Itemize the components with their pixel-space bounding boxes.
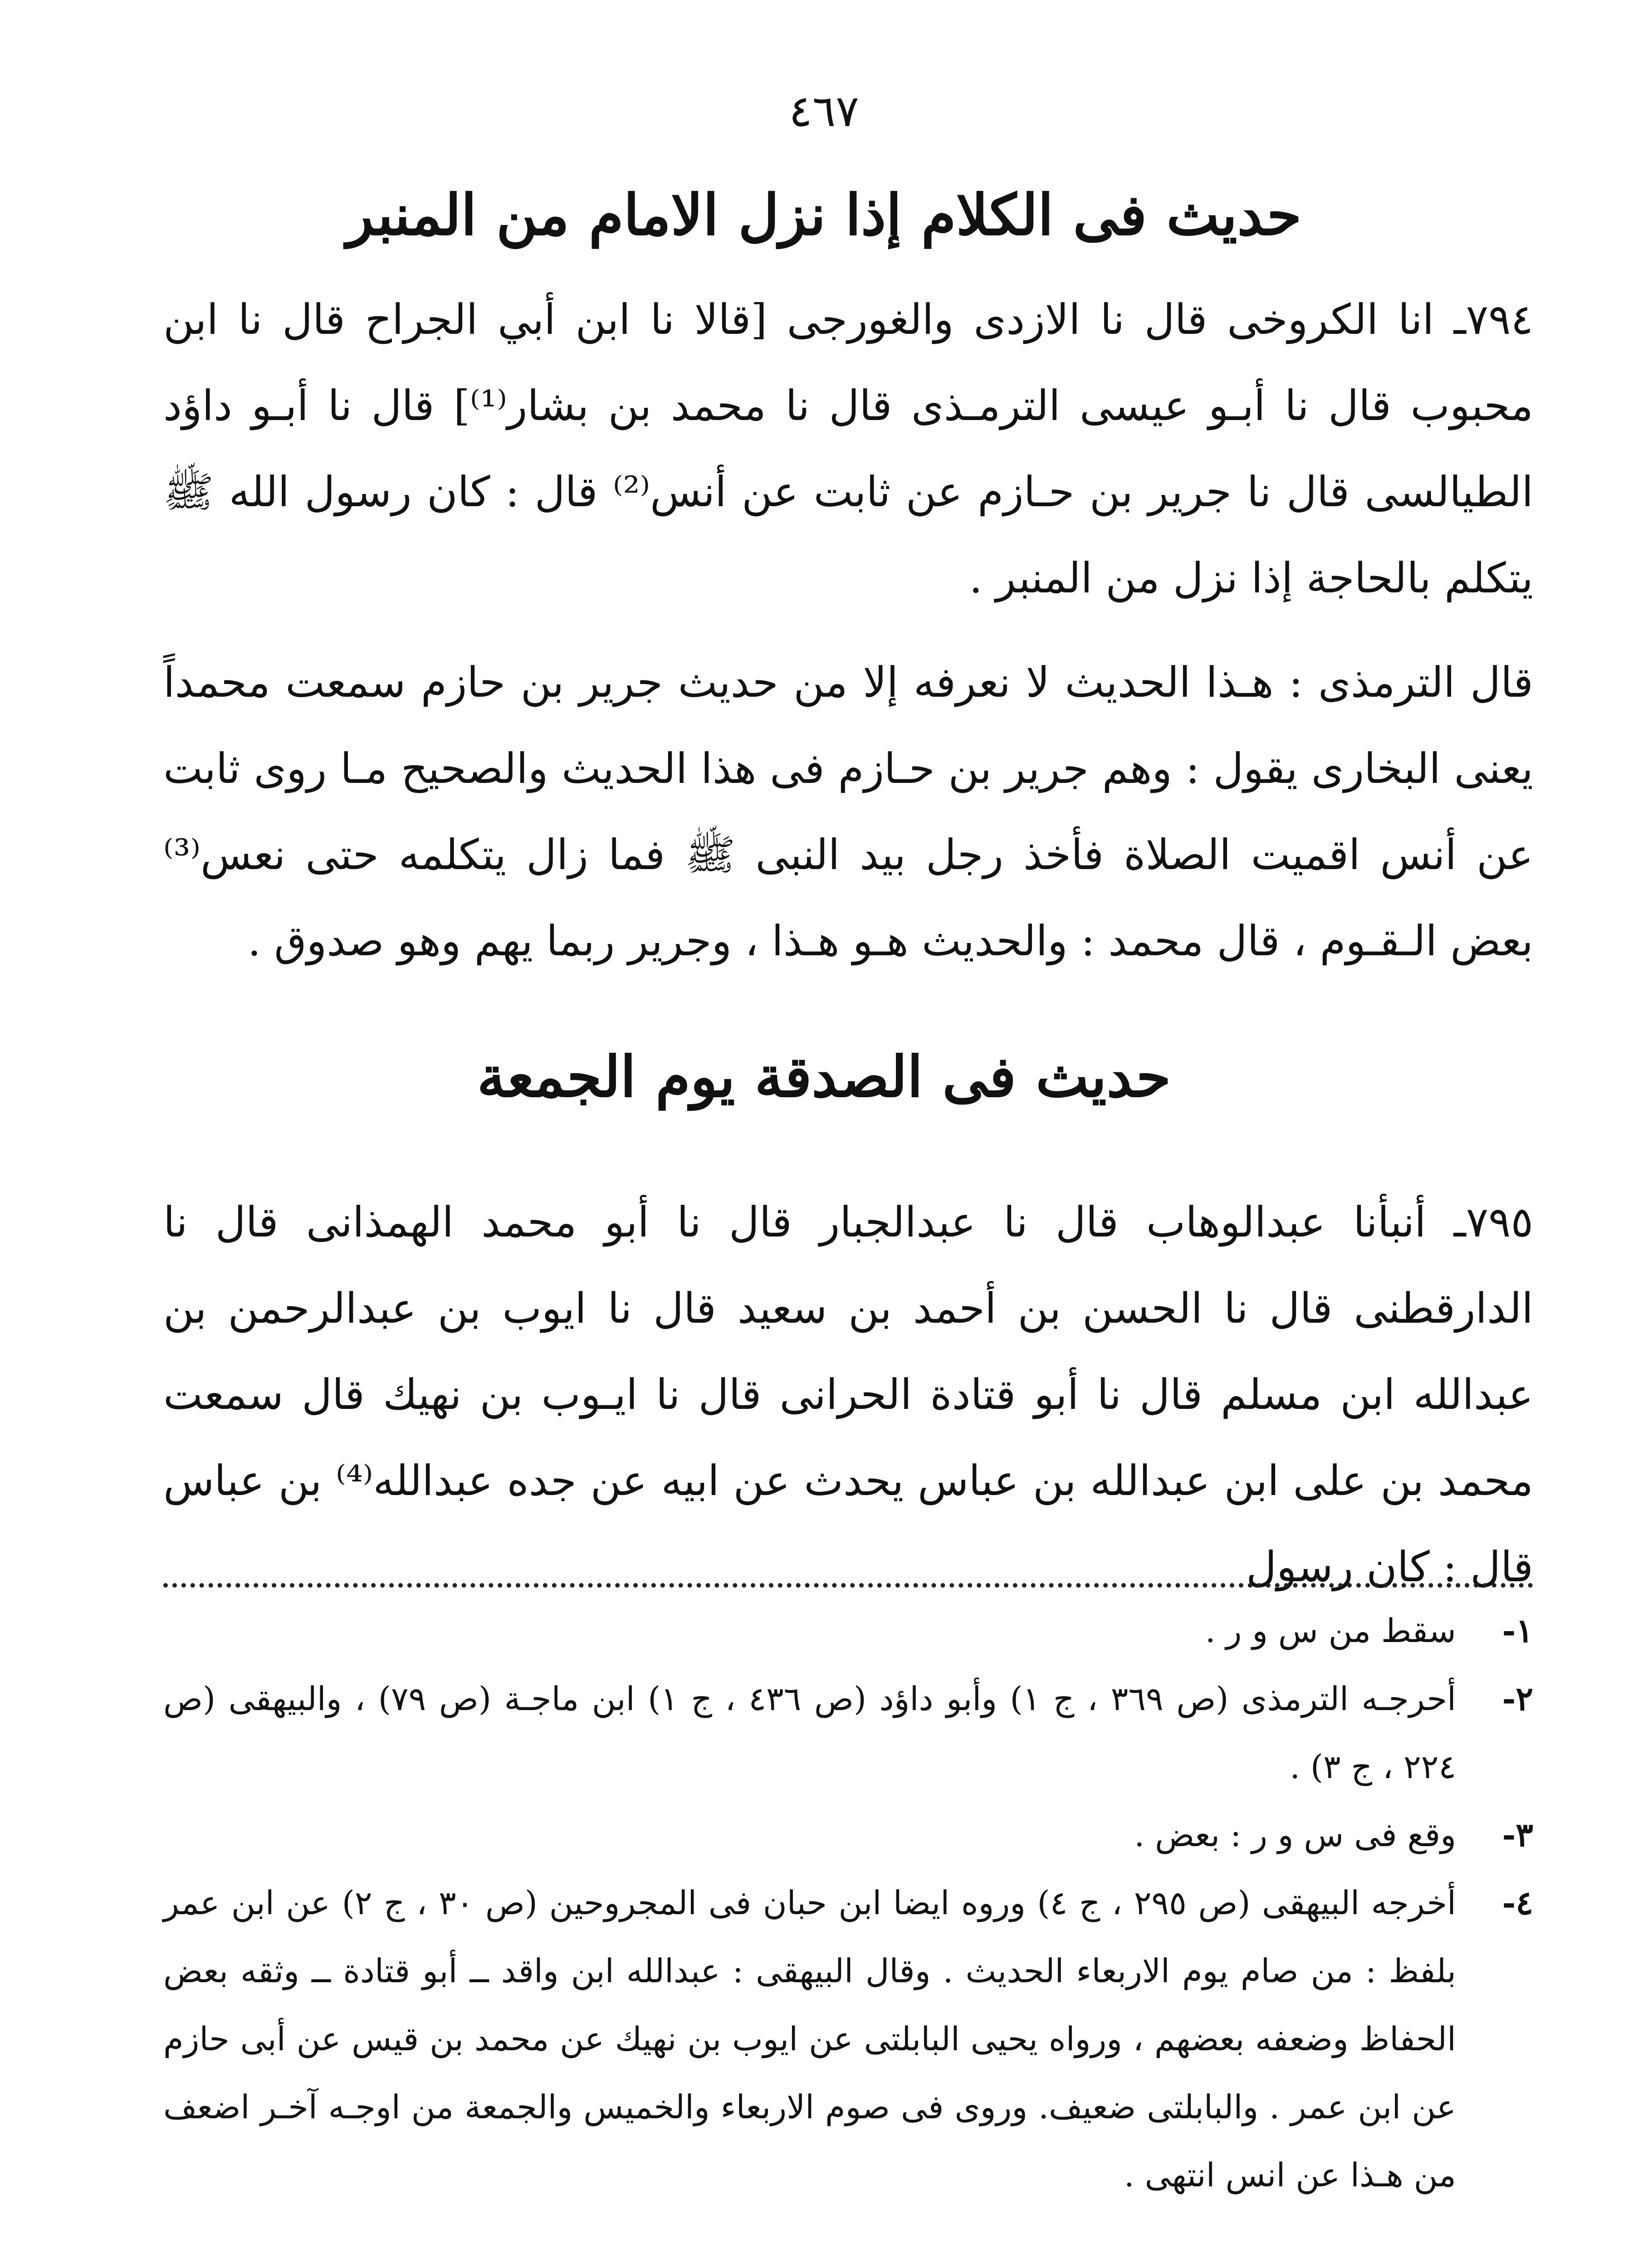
tirmidhi-commentary: قال الترمذى : هـذا الحديث لا نعرفه إلا من حديث جرير بن حازم سمعت محمداً يعنى البخارى يقول : وهم جرير بن حـازم فى هذا الحديث والصحيح مـا روى ثابت عن أنس اقميت الصلاة فأخذ رجل بيد النبى ﷺ فما زال يتكلمه حتى نعس⁽³⁾ بعض الـقـوم ، قال محمد : والحديث هـو هـذا ، وجرير ربما يهم وهو صدوق . bbox=[163, 658, 1534, 965]
page-number: ٤٦٧ bbox=[789, 86, 859, 137]
section-title-speech-after-minbar: حديث فى الكلام إذا نزل الامام من المنبر bbox=[346, 182, 1302, 248]
footnote-1 bbox=[163, 1597, 1533, 1665]
footnote-text: سقط من س و ر . bbox=[1205, 1612, 1456, 1650]
footnote-text: أخرجه البيهقى (ص ٢٩٥ ، ج ٤) وروه ايضا ابن حبان فى المجروحين (ص ٣٠ ، ج ٢) عن ابن عمر بلفظ : من صام يوم الاربعاء الحديث . وقال البيهقى : عبدالله ابن واقد ــ أبو قتادة ــ وثقه بعض الحفاظ وضعفه بعضهم ، ورواه يحيى البابلتى عن ايوب بن نهيك عن محمد بن قيس عن أبى حازم عن ابن عمر . والبابلتى ضعيف. وروى فى صوم الاربعاء والخميس والجمعة من اوجـه آخـر اضعف من هـذا عن انس انتهى . bbox=[163, 1884, 1457, 2194]
footnote-number: ٢- bbox=[1502, 1679, 1533, 1718]
footnote-2 bbox=[163, 1665, 1533, 1801]
footnote-number: ٤- bbox=[1502, 1883, 1533, 1922]
footnote-4 bbox=[163, 1869, 1533, 2209]
hadith-795-text: ٧٩٥ـ أنبأنا عبدالوهاب قال نا عبدالجبار قال نا أبو محمد الهمذانى قال نا الدارقطنى قال نا الحسن بن أحمد بن سعيد قال نا ايوب بن عبدالرحمن بن عبدالله ابن مسلم قال نا أبو قتادة الحرانى قال نا ايـوب بن نهيك قال سمعت محمد بن على ابن عبدالله بن عباس يحدث عن ابيه عن جده عبدالله⁽⁴⁾ بن عباس قال : كان رسول bbox=[163, 1198, 1533, 1591]
footnote-divider bbox=[163, 1556, 1533, 1588]
footnote-text: وقع فى س و ر : بعض . bbox=[1134, 1816, 1456, 1854]
hadith-794-text: ٧٩٤ـ انا الكروخى قال نا الازدى والغورجى [قالا نا ابن أبي الجراح قال نا ابن محبوب قال نا أبـو عيسى الترمـذى قال نا محمد بن بشار⁽¹⁾] قال نا أبـو داؤد الطيالسى قال نا جرير بن حـازم عن ثابت عن أنس⁽²⁾ قال : كان رسول الله ﷺ يتكلم بالحاجة إذا نزل من المنبر . bbox=[163, 295, 1534, 602]
footnote-text: أحرجـه الترمذى (ص ٣٦٩ ، ج ١) وأبو داؤد (ص ٤٣٦ ، ج ١) ابن ماجـة (ص ٧٩) ، والبيهقى (ص ٢٢٤ ، ج ٣) . bbox=[163, 1680, 1456, 1786]
footnote-number: ١- bbox=[1502, 1611, 1533, 1650]
footnote-number: ٣- bbox=[1502, 1815, 1533, 1854]
footnote-3 bbox=[163, 1801, 1533, 1869]
footnotes bbox=[163, 1597, 1533, 2209]
section-title-friday-charity: حديث فى الصدقة يوم الجمعة bbox=[477, 1044, 1171, 1110]
